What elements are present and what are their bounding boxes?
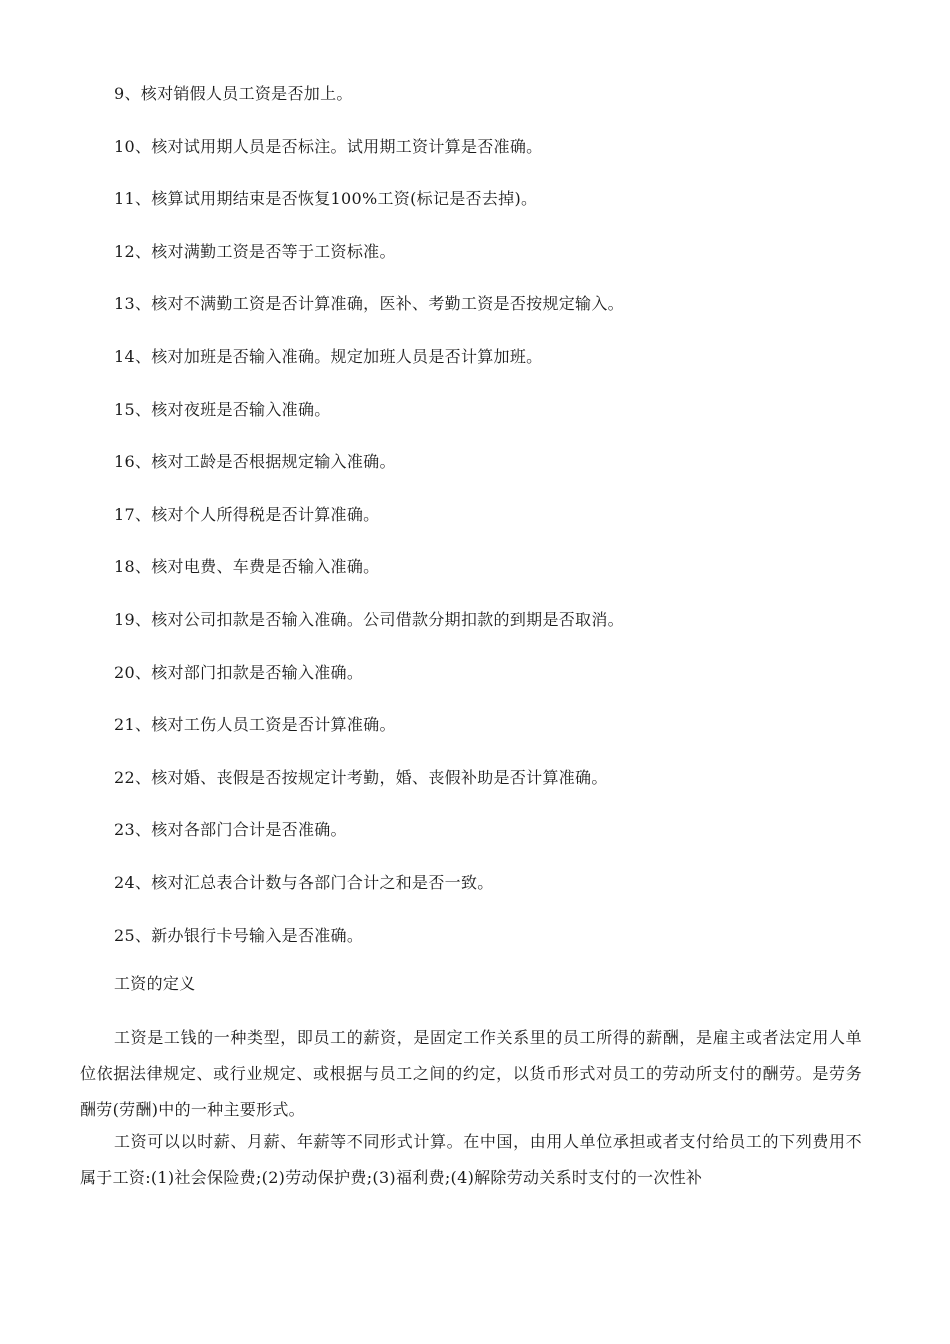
- checklist-item: 18、核对电费、车费是否输入准确。: [114, 557, 380, 577]
- checklist-item: 14、核对加班是否输入准确。规定加班人员是否计算加班。: [114, 346, 543, 366]
- paragraph-wage-forms: 工资可以以时薪、月薪、年薪等不同形式计算。在中国，由用人单位承担或者支付给员工的下列费用不属于工资:(1)社会保险费;(2)劳动保护费;(3)福利费;(4)解除劳动关系时支付的一次性补: [80, 1132, 862, 1187]
- checklist-item: 11、核算试用期结束是否恢复100%工资(标记是否去掉)。: [114, 189, 538, 209]
- paragraph-wage-definition: 工资是工钱的一种类型，即员工的薪资，是固定工作关系里的员工所得的薪酬，是雇主或者法定用人单位依据法律规定、或行业规定、或根据与员工之间的约定，以货币形式对员工的劳动所支付的酬劳。是劳务酬劳(劳酬)中的一种主要形式。: [80, 1028, 862, 1119]
- checklist: [114, 82, 624, 976]
- checklist-item: 24、核对汇总表合计数与各部门合计之和是否一致。: [114, 872, 494, 892]
- section-heading: 工资的定义: [114, 974, 196, 993]
- checklist-item: 20、核对部门扣款是否输入准确。: [114, 662, 364, 682]
- checklist-item: 22、核对婚、丧假是否按规定计考勤，婚、丧假补助是否计算准确。: [114, 767, 608, 787]
- checklist-item: 21、核对工伤人员工资是否计算准确。: [114, 715, 396, 735]
- checklist-item: 13、核对不满勤工资是否计算准确，医补、考勤工资是否按规定输入。: [114, 294, 624, 314]
- checklist-item: 12、核对满勤工资是否等于工资标准。: [114, 241, 396, 261]
- checklist-item: 23、核对各部门合计是否准确。: [114, 820, 347, 840]
- checklist-item: 9、核对销假人员工资是否加上。: [114, 84, 353, 103]
- checklist-item: 19、核对公司扣款是否输入准确。公司借款分期扣款的到期是否取消。: [114, 609, 624, 629]
- checklist-item: 10、核对试用期人员是否标注。试用期工资计算是否准确。: [114, 136, 543, 156]
- checklist-item: 17、核对个人所得税是否计算准确。: [114, 504, 380, 524]
- checklist-item: 25、新办银行卡号输入是否准确。: [114, 925, 364, 945]
- checklist-item: 15、核对夜班是否输入准确。: [114, 399, 331, 419]
- checklist-item: 16、核对工龄是否根据规定输入准确。: [114, 452, 396, 472]
